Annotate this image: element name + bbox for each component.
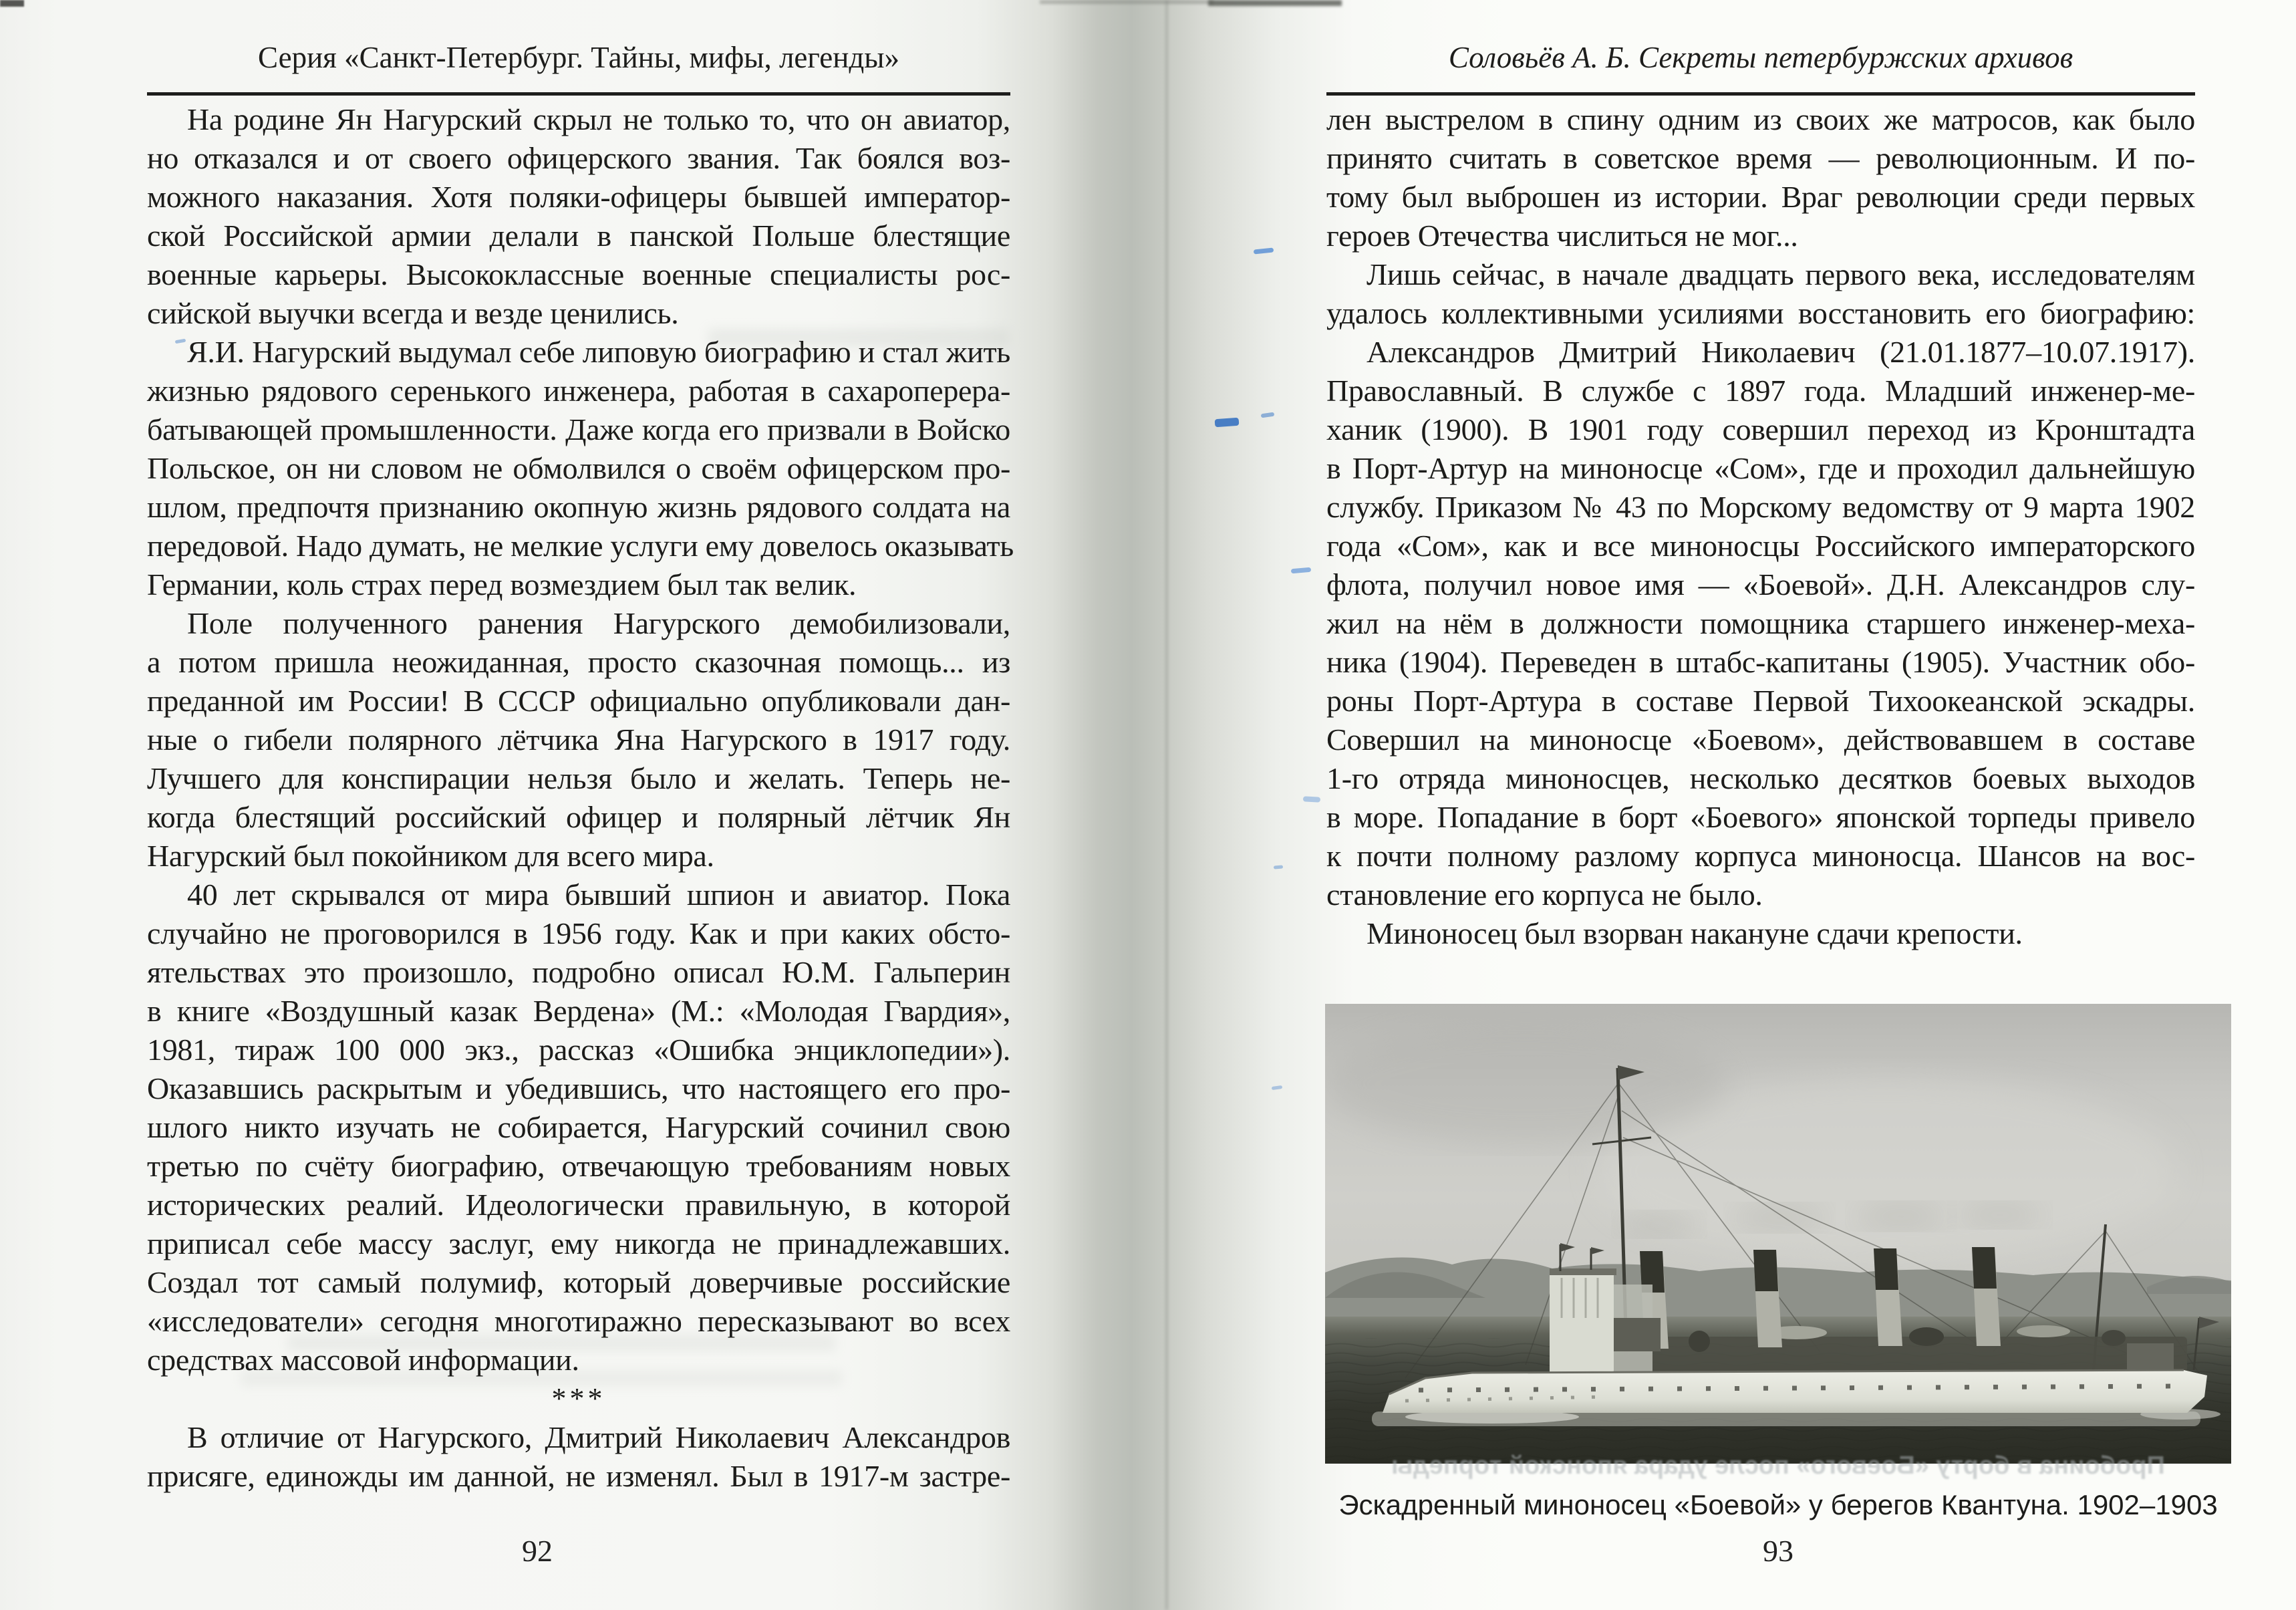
gutter-top-shadow (1040, 0, 1213, 4)
text-line: присяге, единожды им данной, не изменял. Был в 1917-м застре- (147, 1459, 1010, 1493)
text-line: Оказавшись раскрытым и убедившись, что настоящего его про- (147, 1071, 1010, 1105)
destroyer-photo-art (1325, 1004, 2231, 1464)
text-line: случайно не проговорился в 1956 году. Как и при каких обсто- (147, 916, 1010, 950)
page-body-text (1326, 100, 2195, 953)
ink-speck (1261, 412, 1275, 418)
left-page (147, 0, 1014, 1610)
ink-speck (1272, 1085, 1283, 1090)
text-line: флота, получил новое имя — «Боевой». Д.Н. Александров слу- (1326, 567, 2195, 601)
text-line: Создал тот самый полумиф, который доверчивые российские (147, 1265, 1010, 1299)
text-line: года «Сом», как и все миноносцы Российского императорского (1326, 529, 2195, 563)
text-line: Поле полученного ранения Нагурского демобилизовали, (187, 606, 1010, 640)
ink-speck (1303, 796, 1320, 802)
text-line: ника (1904). Переведен в штабс-капитаны (1905). Участник обо- (1326, 645, 2195, 679)
text-line: передовой. Надо думать, не мелкие услуги ему довелось оказывать (147, 529, 1014, 563)
text-line: жизнью рядового серенького инженера, работая в сахароперера- (147, 374, 1010, 408)
destroyer-photo (1325, 1004, 2231, 1464)
text-line: В отличие от Нагурского, Дмитрий Николаевич Александров (187, 1420, 1010, 1454)
text-line: принято считать в советское время — революционным. И по- (1326, 141, 2195, 175)
text-line: а потом пришла неожиданная, просто сказочная помощь... из (147, 645, 1010, 679)
text-line: службу. Приказом № 43 по Морскому ведомству от 9 марта 1902 (1326, 490, 2195, 524)
gutter-top-shadow (1208, 0, 1342, 6)
text-line: Германии, коль страх перед возмездием был так велик. (147, 567, 857, 601)
page-body-text (147, 100, 1014, 1496)
text-line: средствах массовой информации. (147, 1343, 579, 1377)
text-line: ятельствах это произошло, подробно описал Ю.М. Гальперин (147, 955, 1010, 989)
text-line: 1981, тираж 100 000 экз., рассказ «Ошибка энциклопедии»). (147, 1033, 1010, 1067)
text-line: Православный. В службе с 1897 года. Младший инженер-ме- (1326, 374, 2195, 408)
text-line: Лишь сейчас, в начале двадцать первого века, исследователям (1367, 257, 2195, 291)
text-line: героев Отечества числиться не мог... (1326, 219, 1798, 253)
text-line: в Порт-Артур на миноносце «Сом», где и проходил дальнейшую (1326, 451, 2195, 485)
text-line: в море. Попадание в борт «Боевого» японской торпеды привело (1326, 800, 2195, 834)
show-through-caption: Пробоина в борту «Боевого» после удара японской торпеды (1391, 1452, 2165, 1480)
text-line: Польское, он ни словом не обмолвился о своём офицерском про- (147, 451, 1010, 485)
text-line: Нагурский был покойником для всего мира. (147, 839, 714, 873)
text-line: тому был выброшен из истории. Враг революции среди первых (1326, 180, 2195, 214)
text-line: Миноносец был взорван накануне сдачи крепости. (1367, 916, 2023, 950)
cloud (1325, 1024, 1726, 1144)
text-line: когда блестящий российский офицер и полярный лётчик Ян (147, 800, 1010, 834)
scan-corner-mark (0, 0, 24, 7)
text-line: исторических реалий. Идеологически правильную, в которой (147, 1188, 1010, 1222)
text-line: третью по счёту биографию, отвечающую требованиям новых (147, 1149, 1010, 1183)
text-line: *** (551, 1382, 606, 1415)
text-line: жил на нём в должности помощника старшего инженер-меха- (1326, 606, 2195, 640)
text-line: шлого никто изучать не собирается, Нагурский сочинил свою (147, 1110, 1010, 1144)
ink-speck (1215, 418, 1240, 427)
text-line: ные о гибели полярного лётчика Яна Нагурского в 1917 году. (147, 722, 1010, 757)
text-line: сийской выучки всегда и везде ценились. (147, 296, 679, 330)
photo-caption: Эскадренный миноносец «Боевой» у берегов Квантуна. 1902–1903 (1338, 1489, 2218, 1520)
gutter-shadow-line (1165, 0, 1168, 1610)
text-line: военные карьеры. Высококлассные военные специалисты рос- (147, 257, 1010, 291)
text-line: в книге «Воздушный казак Вердена» (М.: «Молодая Гвардия», (147, 994, 1010, 1028)
text-line: батывающей промышленности. Даже когда его призвали в Войско (147, 412, 1010, 446)
text-line: но отказался и от своего офицерского звания. Так боялся воз- (147, 141, 1010, 175)
text-line: Я.И. Нагурский выдумал себе липовую биографию и стал жить (187, 335, 1010, 369)
running-head: Соловьёв А. Б. Секреты петербуржских архивов (1448, 41, 2073, 74)
text-line: ской Российской армии делали в панской Польше блестящие (147, 219, 1010, 253)
text-line: удалось коллективными усилиями восстановить его биографию: (1326, 296, 2195, 330)
text-line: приписал себе массу заслуг, ему никогда не принадлежавших. (147, 1226, 1010, 1260)
header-rule (147, 92, 1010, 96)
text-line: шлом, предпочтя признанию окопную жизнь рядового солдата на (147, 490, 1010, 524)
text-line: преданной им России! В СССР официально опубликовали дан- (147, 684, 1010, 718)
ink-speck (1291, 567, 1311, 574)
text-line: «исследователи» сегодня многотиражно пересказывают во всех (147, 1304, 1010, 1338)
ink-speck (1274, 865, 1283, 869)
ink-speck (1254, 247, 1274, 254)
text-line: к почти полному разлому корпуса миноносца. Шансов на вос- (1326, 839, 2195, 873)
page-number: 93 (1763, 1534, 1793, 1568)
header-rule (1326, 92, 2195, 96)
text-line: становление его корпуса не было. (1326, 878, 1763, 912)
running-head: Серия «Санкт-Петербург. Тайны, мифы, легенды» (258, 41, 899, 74)
text-line: На родине Ян Нагурский скрыл не только то, что он авиатор, (187, 102, 1010, 136)
text-line: лен выстрелом в спину одним из своих же матросов, как было (1326, 102, 2195, 136)
text-line: Александров Дмитрий Николаевич (21.01.1877–10.07.1917). (1367, 335, 2195, 369)
text-line: 40 лет скрывался от мира бывший шпион и авиатор. Пока (187, 878, 1010, 912)
text-line: 1-го отряда миноносцев, несколько десятков боевых выходов (1326, 761, 2195, 795)
text-line: Лучшего для конспирации нельзя было и желать. Теперь не- (147, 761, 1010, 795)
page-number: 92 (522, 1534, 553, 1568)
text-line: Совершил на миноносце «Боевом», действовавшем в составе (1326, 722, 2195, 757)
right-page (1326, 0, 2218, 1610)
text-line: можного наказания. Хотя поляки-офицеры бывшей император- (147, 180, 1010, 214)
text-line: роны Порт-Артура в составе Первой Тихоокеанской эскадры. (1326, 684, 2195, 718)
text-line: ханик (1900). В 1901 году совершил переход из Кронштадта (1326, 412, 2195, 446)
